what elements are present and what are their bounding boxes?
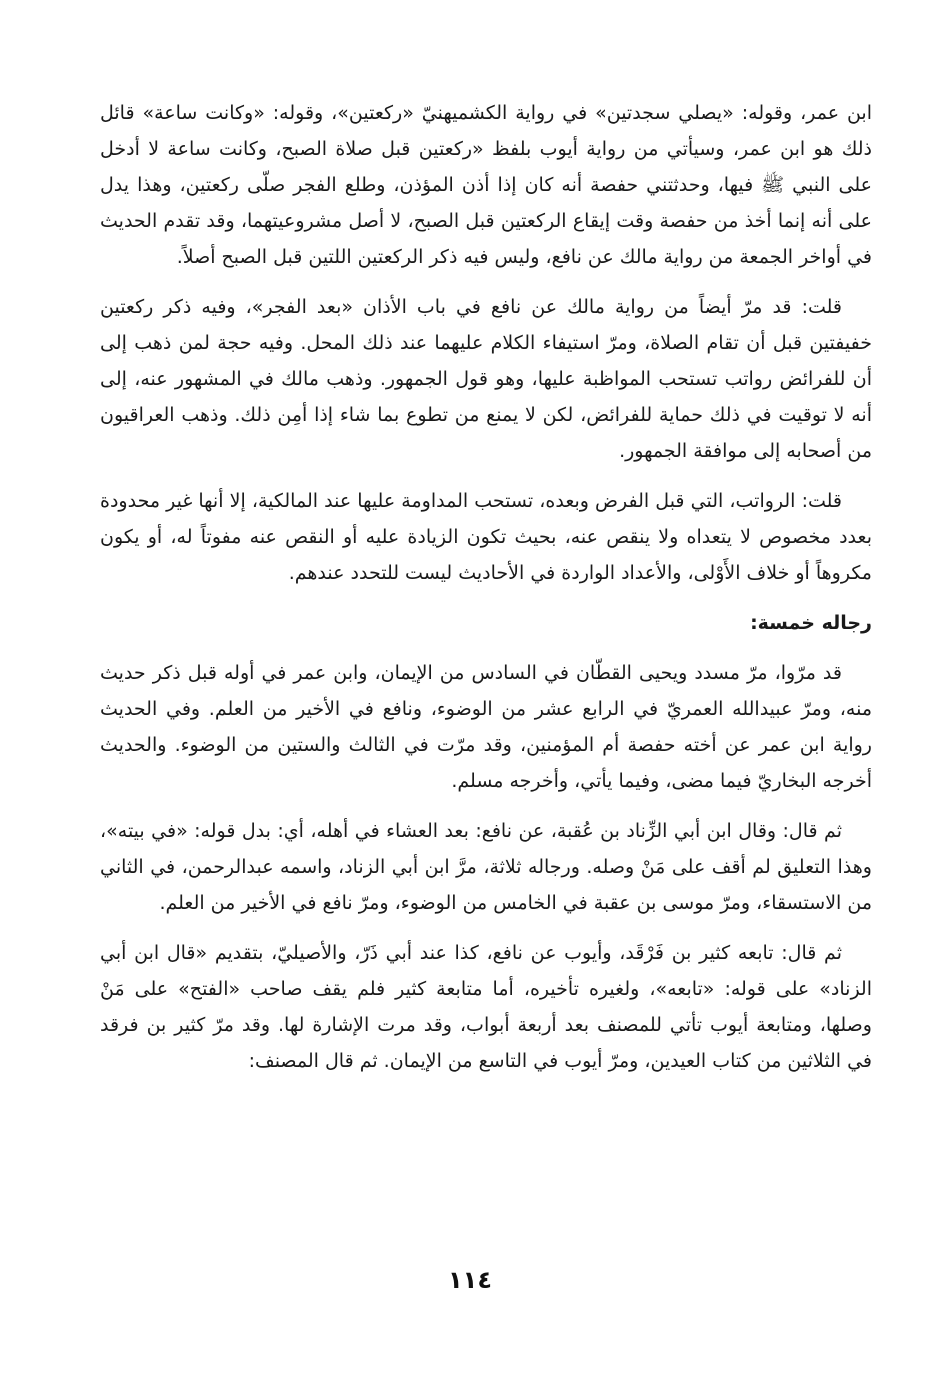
paragraph-taliq: ثم قال: وقال ابن أبي الزِّناد بن عُقبة، عن نافع: بعد العشاء في أهله، أي: بدل قوله: «في بيته»، وهذا التعليق لم أقف على مَنْ وصله. ورجاله ثلاثة، مرَّ ابن أبي الزناد، واسمه عبدالرحمن، في الثاني من الاستسقاء، ومرّ موسى بن عقبة في الخامس من الوضوء، ومرّ نافع في الأخير من العلم. — [100, 820, 872, 914]
paragraph-commentary-1: ابن عمر، وقوله: «يصلي سجدتين» في رواية الكشميهنيّ «ركعتين»، وقوله: «وكانت ساعة» قائل ذلك هو ابن عمر، وسيأتي من رواية أيوب بلفظ «ركعتين قبل صلاة الصبح، وكانت ساعة لا أدخل على النبي ﷺ فيها، وحدثتني حفصة أنه كان إذا أذن المؤذن، وطلع الفجر صلّى ركعتين، وهذا يدل على أنه إنما أخذ من حفصة وقت إيقاع الركعتين قبل الصبح، لا أصل مشروعيتهما، وقد تقدم الحديث في أواخر الجمعة من رواية مالك عن نافع، وليس فيه ذكر الركعتين اللتين قبل الصبح أصلاً. — [100, 102, 872, 268]
paragraph-mutabaa: ثم قال: تابعه كثير بن فَرْقَد، وأيوب عن نافع، كذا عند أبي ذَرّ، والأصيليّ، بتقديم «قال ابن أبي الزناد» على قوله: «تابعه»، ولغيره تأخيره، أما متابعة كثير فلم يقف صاحب «الفتح» على مَنْ وصلها، ومتابعة أيوب تأتي للمصنف بعد أربعة أبواب، وقد مرت الإشارة لها. وقد مرّ كثير بن فرقد في الثلاثين من كتاب العيدين، ومرّ أيوب في التاسع من الإيمان. ثم قال المصنف: — [100, 942, 872, 1072]
body-text — [100, 95, 872, 1093]
section-heading-narrators: رجاله خمسة: — [750, 612, 872, 634]
page-number: ١١٤ — [448, 1266, 492, 1294]
paragraph-commentary-3: قلت: الرواتب، التي قبل الفرض وبعده، تستحب المداومة عليها عند المالكية، إلا أنها غير محدودة بعدد مخصوص لا يتعداه ولا ينقص عنه، بحيث تكون الزيادة عليه أو النقص عنه مفوتاً له، أو يكون مكروهاً أو خلاف الأَوْلى، والأعداد الواردة في الأحاديث ليست للتحدد عندهم. — [100, 490, 872, 584]
paragraph-narrators: قد مرّوا، مرّ مسدد ويحيى القطّان في السادس من الإيمان، وابن عمر في أوله قبل ذكر حديث منه، ومرّ عبيدالله العمريّ في الرابع عشر من الوضوء، ونافع في الأخير من العلم. وفي الحديث رواية ابن عمر عن أخته حفصة أم المؤمنين، وقد مرّت في الثالث والستين من الوضوء. والحديث أخرجه البخاريّ فيما مضى، وفيما يأتي، وأخرجه مسلم. — [100, 662, 872, 792]
paragraph-commentary-2: قلت: قد مرّ أيضاً من رواية مالك عن نافع في باب الأذان «بعد الفجر»، وفيه ذكر ركعتين خفيفتين قبل أن تقام الصلاة، ومرّ استيفاء الكلام عليهما عند ذلك المحل. وفيه حجة لمن ذهب إلى أن للفرائض رواتب تستحب المواظبة عليها، وهو قول الجمهور. وذهب مالك في المشهور عنه، إلى أنه لا توقيت في ذلك حماية للفرائض، لكن لا يمنع من تطوع بما شاء إذا أمِن ذلك. وذهب العراقيون من أصحابه إلى موافقة الجمهور. — [100, 296, 872, 462]
